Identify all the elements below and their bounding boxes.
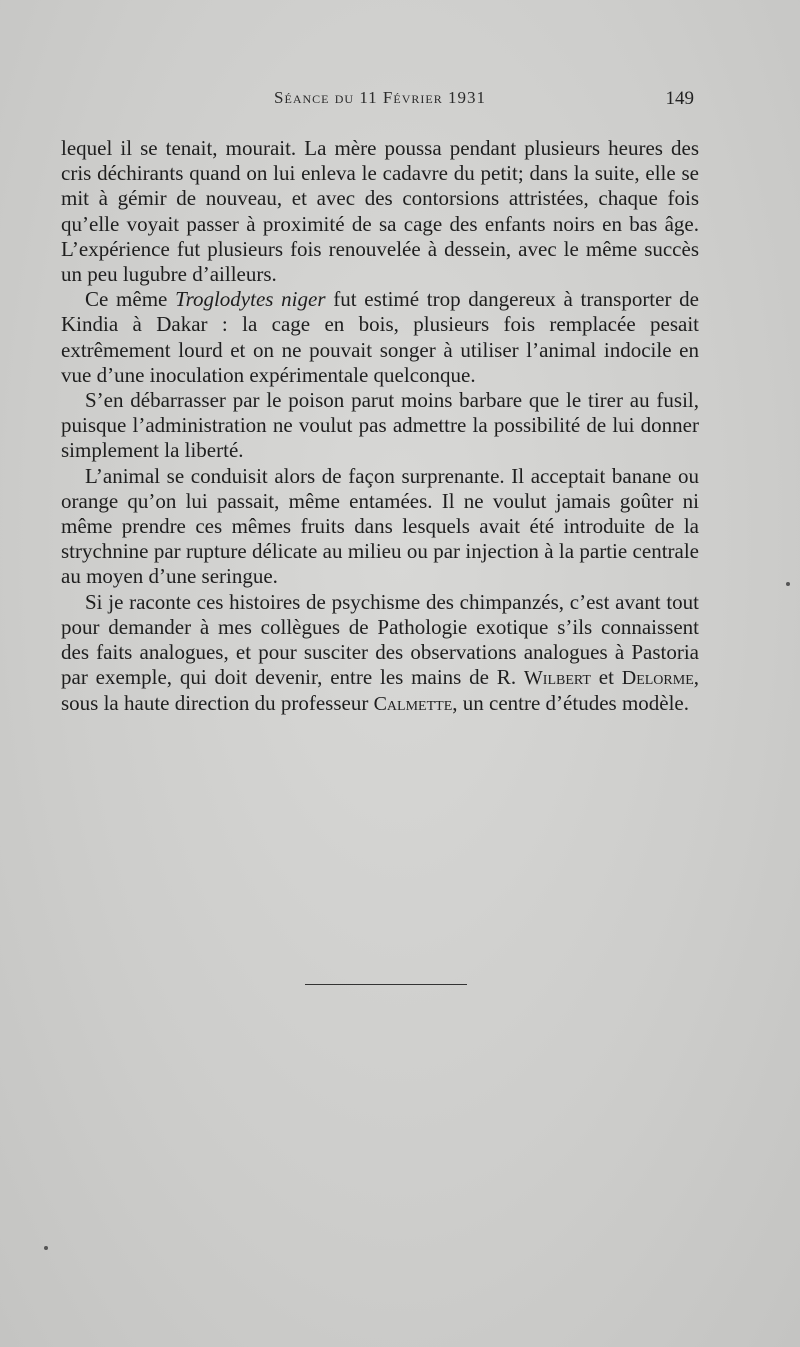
paragraph-2-end: fut estimé trop dangereux à transporter de Kindia à Dakar : la cage en bois, plusieurs fois remplacée pesait extrêmement lourd et on ne pouvait songer à utiliser l’animal indocile en vue d’une inoculation expérimentale quelconque. <box>61 287 699 387</box>
author-name-wilbert: Wilbert <box>523 667 591 690</box>
running-head <box>62 88 698 114</box>
species-name: Troglodytes niger <box>175 287 326 312</box>
paragraph-4: L’animal se conduisit alors de façon surprenante. Il acceptait banane ou orange qu’on lui passait, même entamées. Il ne voulut jamais goûter ni même prendre ces mêmes fruits dans lesquels avait été introduite de la strychnine par rupture délicate au milieu ou par injection à la partie centrale au moyen d’une seringue. <box>61 463 699 589</box>
paragraph-2-start: Ce même <box>85 287 176 312</box>
end-rule <box>305 984 467 985</box>
paragraph-1: lequel il se tenait, mourait. La mère poussa pendant plusieurs heures des cris déchirants quand on lui enleva le cadavre du petit; dans la suite, elle se mit à gémir de nouveau, et avec des contorsions attristées, chaque fois qu’elle voyait passer à proximité de sa cage des enfants noirs en bas âge. L’expérience fut plusieurs fois renouvelée à dessein, avec le même succès un peu lugubre d’ailleurs. <box>61 136 699 287</box>
paper-speck <box>786 582 790 586</box>
paragraph-5-part-1: Si je raconte ces histoires de psychisme des chimpanzés, c’est avant tout pour demander à mes collègues de Pathologie exotique s’ils connaissent des faits analogues, et pour susciter des observations analogues à Pastoria par exemple, qui doit devenir, entre les mains de R. <box>61 589 699 690</box>
paragraph-5-part-4: , un centre d’études modèle. <box>452 691 690 716</box>
body-text <box>61 136 699 718</box>
page-number: 149 <box>665 88 694 109</box>
author-name-delorme: Delorme <box>621 667 694 690</box>
paper-speck <box>44 1246 48 1250</box>
running-title: Séance du 11 Février 1931 <box>274 88 486 107</box>
paragraph-5-part-3: , sous la haute direction du professeur <box>61 665 699 716</box>
paragraph-2 <box>61 287 699 388</box>
author-name-calmette: Calmette <box>373 693 453 716</box>
paragraph-5 <box>61 590 699 718</box>
paragraph-5-part-2: et <box>590 665 622 690</box>
paragraph-3: S’en débarrasser par le poison parut moins barbare que le tirer au fusil, puisque l’administration ne voulut pas admettre la possibilité de lui donner simplement la liberté. <box>61 388 699 463</box>
